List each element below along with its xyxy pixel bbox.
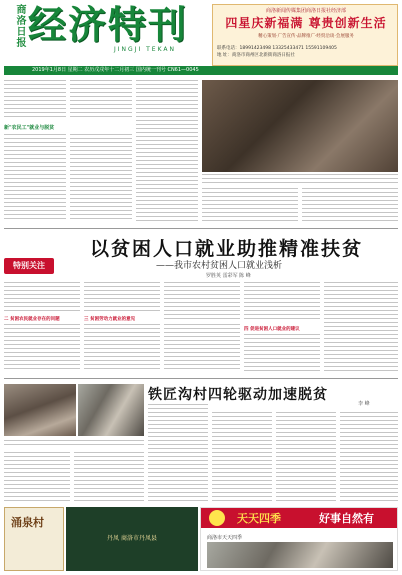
article-text-col-3: [136, 80, 198, 222]
top-ad-address: 地 址：商洛市商州区北新街商洛日报社: [217, 53, 295, 58]
second-story-col-1: [4, 452, 70, 502]
article-text-col-1b: [4, 134, 66, 222]
main-article-col-4: [244, 282, 320, 322]
masthead: [28, 2, 198, 53]
bottom-ad-right-left-text: 天天四季: [237, 512, 281, 525]
main-headline: 以贫困人口就业助推精准扶贫: [90, 238, 364, 260]
masthead-title: 经济特刊: [28, 2, 189, 47]
bottom-ad-right[interactable]: [200, 507, 398, 571]
top-ad-contact: [217, 45, 395, 59]
second-headline: 铁匠沟村四轮驱动加速脱贫: [148, 387, 328, 403]
second-story-col-2: [74, 452, 144, 502]
top-ad-phone: 联系电话：18991423498 13325433471 15591109405: [217, 46, 337, 51]
bottom-ad-left-text: 涌泉村: [11, 516, 44, 529]
divider-line-2: [4, 378, 398, 379]
main-article-col-1: [4, 282, 80, 314]
second-story-photo-1: [4, 384, 76, 436]
subhead-left-top: [4, 124, 132, 132]
second-byline: 李 峰: [358, 401, 370, 407]
main-subhead-col-1: 二 贫困农民就业存在的问题: [4, 317, 60, 322]
paper-name-vertical: 商洛日报: [14, 4, 25, 48]
main-byline: 罗胜英 雷彩军 陈 峰: [206, 273, 251, 279]
second-story-caption: [4, 440, 144, 448]
top-ad-small-line: 商洛新闻传媒集团商洛日报社经济部: [265, 8, 346, 14]
second-story-photo-2: [78, 384, 144, 436]
main-subtitle: ——我市农村贫困人口就业浅析: [156, 261, 283, 271]
bottom-ad-middle-text: 丹凤 商洛市丹凤县: [107, 535, 157, 542]
bottom-ad-middle[interactable]: [66, 507, 198, 571]
bottom-ad-right-banner: [201, 508, 397, 528]
top-ad-services: 精心策划·广告宣传·品牌推广·经贸洽谈·会展服务: [258, 34, 354, 39]
main-article-col-3: [164, 282, 240, 322]
second-story-col-3: [148, 404, 208, 502]
article-text-col-2b: [70, 134, 132, 222]
main-article-col-1b: [4, 324, 80, 372]
main-article-col-5: [324, 282, 398, 372]
bottom-ad-right-right-text: 好事自然有: [319, 512, 374, 525]
divider-line: [4, 228, 398, 229]
article-text-col-2: [70, 80, 132, 120]
top-ad[interactable]: [212, 4, 398, 66]
photo-caption: [202, 174, 398, 184]
main-subhead-col-3: 四 促进贫困人口就业的建议: [244, 327, 300, 332]
masthead-pinyin: JINGJI TEKAN: [114, 46, 177, 53]
article-text-col-5: [302, 188, 398, 222]
main-article-col-3b: [164, 324, 240, 372]
article-text-col-4: [202, 188, 298, 222]
second-story-col-4: [212, 412, 272, 502]
bottom-ad-left[interactable]: [4, 507, 64, 571]
brand-logo-icon: [207, 508, 227, 528]
bottom-ad-right-sub: 商洛市天天四季: [207, 535, 243, 541]
issue-bar: 2019年1月8日 星期二 农历戊戌年十二月初三 国内统一刊号 CN61—0045: [4, 66, 398, 75]
article-photo-main: [202, 80, 398, 172]
main-article-col-2: [84, 282, 160, 314]
main-subhead-col-2: 三 贫困劳动力就业的意见: [84, 317, 136, 322]
section-badge: 特别关注: [4, 258, 54, 274]
second-story-col-6: [340, 412, 398, 502]
main-article-col-4b: [244, 334, 320, 372]
subhead-left-top-text: 新"农民工"就业与脱贫: [4, 125, 55, 131]
bottom-ad-right-image: [207, 542, 393, 568]
article-text-col-1: [4, 80, 66, 120]
main-article-col-2b: [84, 324, 160, 372]
second-story-col-5: [276, 412, 336, 502]
top-ad-slogan: 四星庆新福满 尊贵创新生活: [225, 16, 387, 30]
